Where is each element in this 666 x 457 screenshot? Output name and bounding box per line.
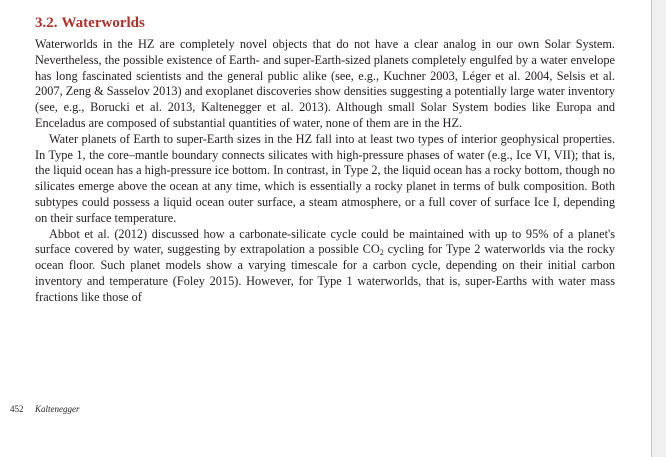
paragraph-3-text-b: cycling for Type 2 waterworlds via the rocky ocean floor. Such planet models show a varying timescale for a carbon cycle, depending on their initial carbon inventory and temperature (Foley 2015). However, for Type 1 waterworlds, that is, super-Earths with water mass fractions like those of: [35, 242, 615, 304]
section-title: Waterworlds: [61, 15, 145, 31]
paragraph-2: Water planets of Earth to super-Earth sizes in the HZ fall into at least two types of interior geophysical properties. In Type 1, the core–mantle boundary connects silicates with high-pressure phases of water (e.g., Ice VI, VII); that is, the liquid ocean has a high-pressure ice bottom. In contrast, in Type 2, the liquid ocean has a rocky bottom, though no silicates emerge above the ocean at any time, which is essentially a rocky planet in terms of bulk composition. Both subtypes could possess a liquid ocean outer surface, a steam atmosphere, or a full cover of surface Ice I, depending on their surface temperature.: [35, 131, 615, 225]
paragraph-1: Waterworlds in the HZ are completely novel objects that do not have a clear analog in our own Solar System. Nevertheless, the possible existence of Earth- and super-Earth-sized planets completely engulfed by a water envelope has long fascinated scientists and the general public alike (see, e.g., Kuchner 2003, Léger et al. 2004, Selsis et al. 2007, Zeng & Sasselov 2013) and exoplanet discoveries show densities suggesting a potentially large water inventory (see, e.g., Borucki et al. 2013, Kaltenegger et al. 2013). Although small Solar System bodies like Europa and Enceladus are composed of substantial quantities of water, none of them are in the HZ.: [35, 37, 615, 130]
section-number: 3.2.: [35, 15, 58, 31]
paragraph-3-text-a: Abbot et al. (2012) discussed how a carbonate-silicate cycle could be maintained with up to 95% of a planet's surface covered by water, suggesting by extrapolation a possible CO: [35, 226, 615, 257]
running-head: Kaltenegger: [35, 404, 80, 414]
page-number: 452: [10, 404, 24, 414]
co2-subscript: 2: [379, 248, 384, 258]
scrollbar-track[interactable]: [652, 0, 666, 457]
section-heading: [35, 14, 615, 32]
page-body: [35, 10, 615, 306]
paragraph-3: [35, 227, 615, 306]
